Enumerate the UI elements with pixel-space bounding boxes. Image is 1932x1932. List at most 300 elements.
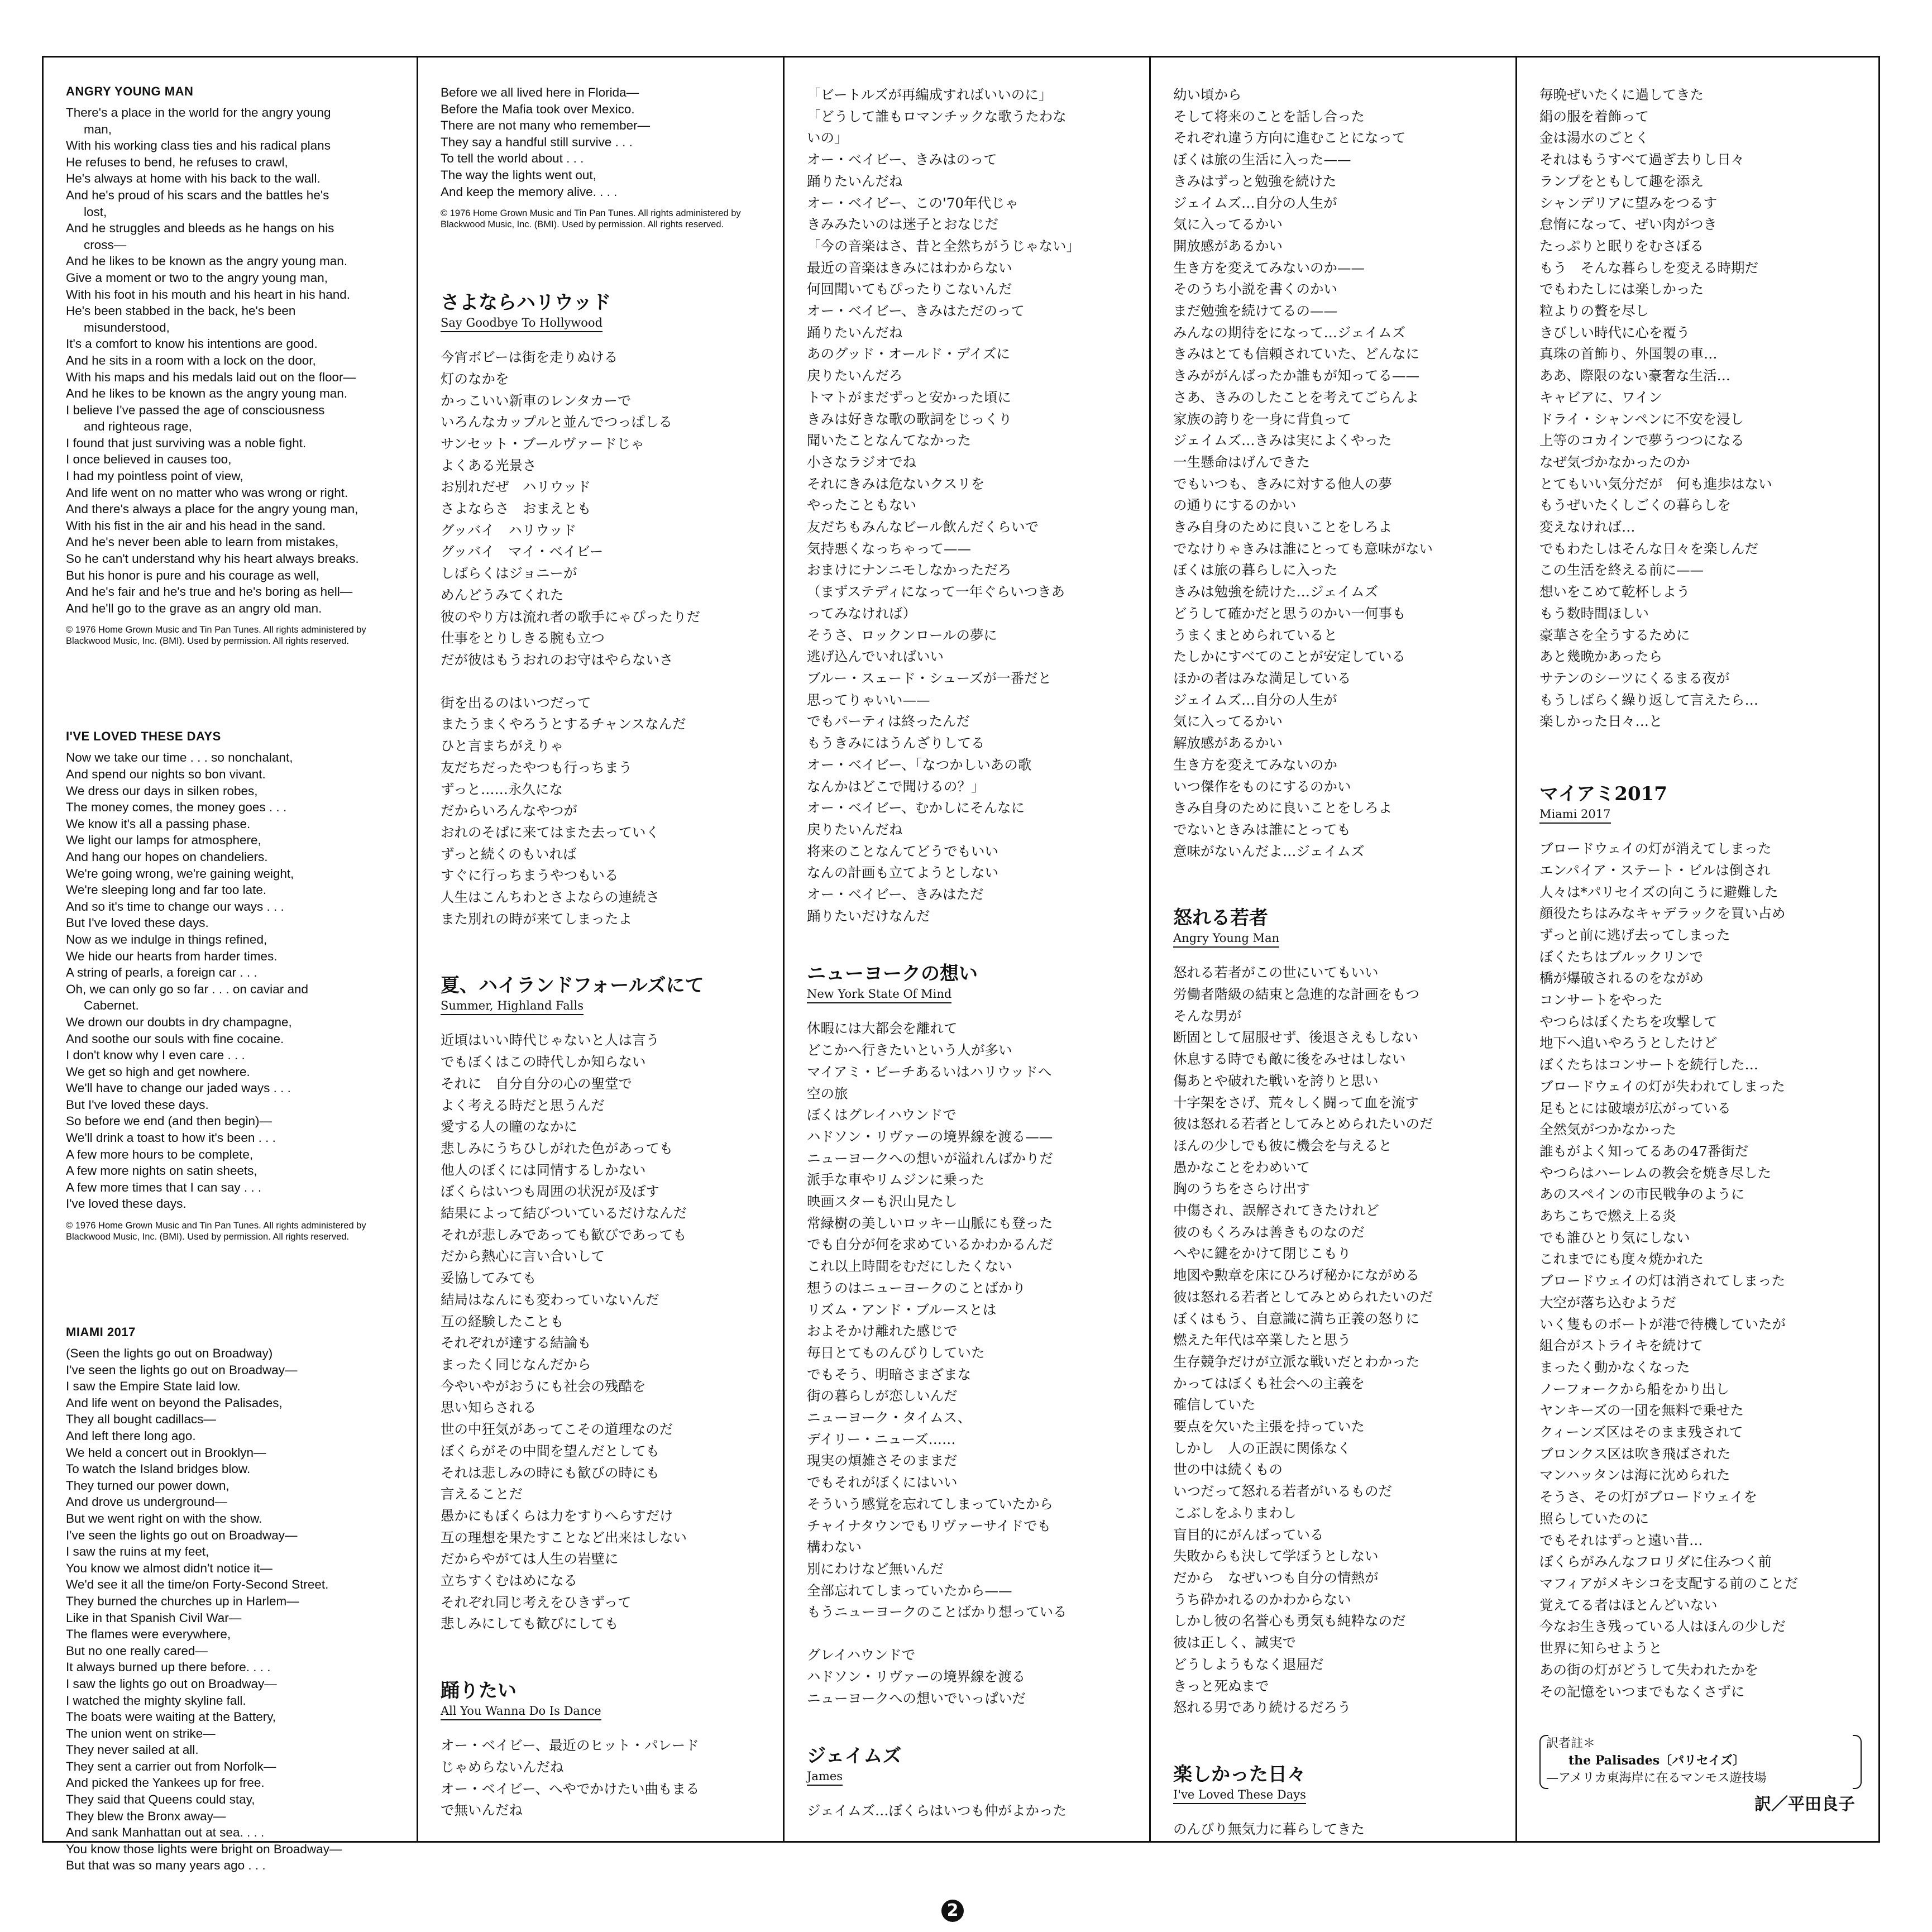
lyric-line: We know it's all a passing phase. bbox=[66, 816, 251, 831]
lyric-line: もうニューヨークのことばかり想っている bbox=[807, 1604, 1067, 1620]
song-subtitle-english: New York State Of Mind bbox=[807, 987, 951, 1003]
lyric-line: エンパイア・ステート・ビルは倒され bbox=[1539, 862, 1771, 878]
lyric-line: ひと言まちがえりゃ bbox=[441, 738, 564, 754]
lyric-line: かっこいい新車のレンタカーで bbox=[441, 392, 632, 409]
lyric-line: なんの計画も立てようとしない bbox=[807, 864, 998, 881]
lyric-line: ニューヨークへの想いが溢れんばかりだ bbox=[807, 1150, 1053, 1166]
lyric-line: 傷あとや破れた戦いを誇りと思い bbox=[1173, 1072, 1379, 1089]
lyric-line: And drove us underground— bbox=[66, 1495, 227, 1509]
lyric-line: それが悲しみであっても歓びであっても bbox=[441, 1226, 687, 1243]
lyric-line: オー・ベイビー、「なつかしいあの歌 bbox=[807, 756, 1032, 773]
lyric-line: だから熱心に言い合いして bbox=[441, 1248, 605, 1265]
lyric-line: 何回聞いてもぴったりこないんだ bbox=[807, 281, 1012, 298]
lyric-line: 悲しみにうちひしがれた色があっても bbox=[441, 1140, 673, 1156]
copyright-notice: © 1976 Home Grown Music and Tin Pan Tunes. All rights administered by Blackwood Music, Inc. (BMI). Used by permission. All rights reserved. bbox=[66, 625, 366, 647]
lyric-line: A few more nights on satin sheets, bbox=[66, 1164, 257, 1178]
lyric-line: (Seen the lights go out on Broadway) bbox=[66, 1346, 273, 1361]
lyric-line: きみはずっと勉強を続けた bbox=[1173, 173, 1337, 189]
lyric-line: みんなの期待をになって…ジェイムズ bbox=[1173, 324, 1406, 341]
lyric-line: 全然気がつかなかった bbox=[1539, 1121, 1676, 1138]
lyric-line: 地図や勲章を床にひろげ秘かにながめる bbox=[1173, 1267, 1419, 1284]
lyric-line: They said that Queens could stay, bbox=[66, 1792, 255, 1807]
lyric-line: きっと死ぬまで bbox=[1173, 1677, 1269, 1694]
lyric-line: 世界に知らせようと bbox=[1539, 1640, 1662, 1657]
lyric-line: オー・ベイビー、へやでかけたい曲もまる bbox=[441, 1780, 700, 1797]
lyric-line: The union went on strike— bbox=[66, 1726, 216, 1740]
translator-credit: 訳／平田良子 bbox=[1754, 1795, 1855, 1815]
lyric-line: I watched the mighty skyline fall. bbox=[66, 1693, 246, 1708]
lyric-line: And he'll go to the grave as an angry old man. bbox=[66, 601, 322, 615]
lyric-line: We're going wrong, we're gaining weight, bbox=[66, 866, 294, 881]
lyric-line: 愛する人の瞳のなかに bbox=[441, 1118, 577, 1135]
lyric-line: あの街の灯がどうして失われたかを bbox=[1539, 1661, 1758, 1678]
lyric-line: And there's always a place for the angry young man, bbox=[66, 502, 358, 517]
lyric-line: たしかにすべてのことが安定している bbox=[1173, 648, 1406, 665]
lyric-block bbox=[807, 84, 1132, 927]
lyric-line: よくある光景さ bbox=[441, 457, 537, 474]
lyric-line: 毎晩ぜいたくに過してきた bbox=[1539, 87, 1704, 103]
lyric-block bbox=[807, 963, 1132, 1709]
lyric-block bbox=[441, 974, 766, 1635]
lyric-line: 悲しみにしても歓びにしても bbox=[441, 1615, 619, 1632]
lyric-line: でもそれがぼくにはいい bbox=[807, 1474, 958, 1491]
lyric-line: 「ビートルズが再編成すればいいのに」 bbox=[807, 87, 1053, 103]
lyric-block bbox=[441, 84, 766, 230]
lyric-line: もうしばらく繰り返して言えたら… bbox=[1539, 691, 1758, 708]
lyric-line: We held a concert out in Brooklyn— bbox=[66, 1445, 266, 1460]
lyric-line: 近頃はいい時代じゃないと人は言う bbox=[441, 1032, 659, 1049]
lyric-line: ずっと続くのもいれば bbox=[441, 845, 577, 862]
lyric-line: 意味がないんだよ…ジェイムズ bbox=[1173, 843, 1365, 859]
lyric-line: 怠惰になって、ぜい肉がつき bbox=[1539, 216, 1718, 233]
lyric-line: You know we almost didn't notice it— bbox=[66, 1561, 272, 1575]
lyric-block bbox=[1173, 1763, 1499, 1840]
lyric-line: 彼は怒れる若者としてみとめられたいのだ bbox=[1173, 1116, 1433, 1132]
lyric-line: きみはとても信頼されていた、どんなに bbox=[1173, 346, 1419, 362]
lyric-line: To tell the world about . . . bbox=[441, 151, 584, 166]
page-number: 2 bbox=[941, 1900, 964, 1922]
song-title-japanese: 夏、ハイランドフォールズにて bbox=[441, 974, 704, 997]
lyric-line: With his maps and his medals laid out on the floor— bbox=[66, 370, 356, 384]
lyric-line: そして将来のことを話し合った bbox=[1173, 108, 1365, 125]
lyric-line: But no one really cared— bbox=[66, 1643, 208, 1658]
lyric-line: そういう感覚を忘れてしまっていたから bbox=[807, 1495, 1053, 1512]
lyric-line: ぼくたちはコンサートを続行した… bbox=[1539, 1056, 1758, 1073]
lyric-line: ブルー・スェード・シューズが一番だと bbox=[807, 669, 1052, 686]
song-subtitle-english: James bbox=[807, 1770, 843, 1786]
song-title: MIAMI 2017 bbox=[66, 1325, 136, 1340]
lyric-line: But I've loved these days. bbox=[66, 916, 209, 930]
lyric-line: It's a comfort to know his intentions are good. bbox=[66, 337, 318, 351]
lyric-line: 毎日とてものんびりしていた bbox=[807, 1344, 985, 1361]
lyric-line: 想うのはニューヨークのことばかり bbox=[807, 1279, 1026, 1296]
lyric-line: ドライ・シャンペンに不安を浸し bbox=[1539, 410, 1744, 427]
lyric-line: 中傷され、誤解されてきたけれど bbox=[1173, 1202, 1379, 1219]
lyric-line: And spend our nights so bon vivant. bbox=[66, 767, 266, 781]
lyric-line: 他人のぼくには同情するしかない bbox=[441, 1161, 646, 1178]
lyric-line: お別れだぜ ハリウッド bbox=[441, 479, 591, 495]
lyric-line: A few more hours to be complete, bbox=[66, 1147, 254, 1161]
lyric-block bbox=[441, 291, 766, 930]
lyric-line: かってはぼくも社会への主義を bbox=[1173, 1375, 1365, 1391]
lyric-line: 戻りたいんだろ bbox=[807, 367, 903, 384]
song-title-japanese: 楽しかった日々 bbox=[1173, 1763, 1306, 1786]
lyric-line: この生活を終える前に—— bbox=[1539, 562, 1704, 578]
lyric-line: I don't know why I even care . . . bbox=[66, 1048, 245, 1063]
song-title-japanese: さよならハリウッド bbox=[441, 291, 611, 314]
lyric-line: Before we all lived here in Florida— bbox=[441, 85, 639, 99]
lyric-line: しかし 人の正誤に関係なく bbox=[1173, 1440, 1351, 1456]
lyric-line: A string of pearls, a foreign car . . . bbox=[66, 965, 257, 980]
lyric-line: 踊りたいだけなんだ bbox=[807, 907, 930, 924]
lyric-line: なぜ気づかなかったのか bbox=[1539, 453, 1690, 470]
lyric-line: 街の暮らしが恋しいんだ bbox=[807, 1388, 958, 1404]
lyric-line: 聞いたことなんてなかった bbox=[807, 432, 971, 449]
lyric-line: So before we end (and then begin)— bbox=[66, 1114, 272, 1128]
lyric-line: 今なお生き残っている人はほんの少しだ bbox=[1539, 1618, 1786, 1635]
lyric-line: Before the Mafia took over Mexico. bbox=[441, 102, 635, 116]
lyric-line: グッバイ ハリウッド bbox=[441, 522, 577, 538]
lyric-line: ぼくはグレイハウンドで bbox=[807, 1107, 957, 1123]
lyric-line: それはもうすべて過ぎ去りし日々 bbox=[1539, 151, 1745, 168]
lyric-line: We hide our hearts from harder times. bbox=[66, 949, 278, 963]
lyric-line: 人生はこんちわとさよならの連続さ bbox=[441, 889, 659, 906]
lyric-line: グッバイ マイ・ベイビー bbox=[441, 543, 604, 560]
song-title-japanese: ジェイムズ bbox=[807, 1745, 902, 1768]
lyric-line: ずっと……永久にな bbox=[441, 781, 563, 797]
lyric-line: マイアミ・ビーチあるいはハリウッドへ bbox=[807, 1063, 1052, 1080]
lyric-line: いつだって怒れる若者がいるものだ bbox=[1173, 1483, 1392, 1500]
lyric-line: They turned our power down, bbox=[66, 1478, 229, 1493]
lyric-line: 構わない bbox=[807, 1539, 862, 1556]
lyric-line: よく考える時だと思うんだ bbox=[441, 1097, 605, 1113]
lyric-line: ジェイムズ…きみは実によくやった bbox=[1173, 432, 1392, 449]
lyric-line: With his fist in the air and his head in the sand. bbox=[66, 518, 326, 533]
lyric-line: オー・ベイビー、きみはただ bbox=[807, 886, 984, 903]
lyric-line: それぞれが達する結論も bbox=[441, 1335, 591, 1351]
lyric-line: 休息する時でも敵に後をみせはしない bbox=[1173, 1051, 1406, 1068]
lyric-line: 真珠の首飾り、外国製の車… bbox=[1539, 346, 1718, 362]
column-2 bbox=[417, 58, 783, 1841]
song-title: ANGRY YOUNG MAN bbox=[66, 84, 194, 98]
lyric-line: 映画スターも沢山見たし bbox=[807, 1193, 958, 1210]
lyric-line: 要点を欠いた主張を持っていた bbox=[1173, 1418, 1365, 1435]
lyric-block bbox=[66, 84, 400, 647]
lyric-line: I've seen the lights go out on Broadway— bbox=[66, 1362, 298, 1377]
lyric-line: またうまくやろうとするチャンスなんだ bbox=[441, 716, 686, 733]
lyric-block bbox=[807, 1745, 1132, 1822]
lyric-line: でもそう、明暗さまざまな bbox=[807, 1366, 971, 1383]
song-subtitle-english: Summer, Highland Falls bbox=[441, 999, 584, 1015]
copyright-notice: © 1976 Home Grown Music and Tin Pan Tunes. All rights administered by Blackwood Music, Inc. (BMI). Used by permission. All rights reserved. bbox=[66, 1221, 366, 1242]
lyric-line: You know those lights were bright on Broadway— bbox=[66, 1842, 342, 1856]
note-heading: 訳者註＊ bbox=[1546, 1737, 1596, 1751]
lyric-line: サンセット・ブールヴァードじゃ bbox=[441, 435, 644, 452]
lyric-line: きみは好きな歌の歌詞をじっくり bbox=[807, 410, 1012, 427]
lyric-line: A few more times that I can say . . . bbox=[66, 1180, 262, 1194]
lyric-line: 足もとには破壊が広がっている bbox=[1539, 1099, 1731, 1116]
lyric-line: 開放感があるかい bbox=[1173, 237, 1283, 254]
lyric-line: I've seen the lights go out on Broadway— bbox=[66, 1528, 298, 1542]
lyric-line: だからやがては人生の岩壁に bbox=[441, 1551, 619, 1567]
lyric-line: I had my pointless point of view, bbox=[66, 469, 243, 484]
lyric-line: ってみなければ） bbox=[807, 605, 916, 621]
lyric-line: 友だちもみんなビール飲んだくらいで bbox=[807, 519, 1039, 535]
lyric-line: きみががんばったか誰もが知ってる—— bbox=[1173, 367, 1419, 384]
lyric-line: 盲目的にがんばっている bbox=[1173, 1526, 1324, 1543]
lyric-line: コンサートをやった bbox=[1539, 992, 1663, 1008]
lyric-line: But I've loved these days. bbox=[66, 1097, 209, 1112]
lyric-line: ああ、際限のない豪奢な生活… bbox=[1539, 367, 1731, 384]
lyric-line: They blew the Bronx away— bbox=[66, 1809, 226, 1823]
lyric-line: もうきみにはうんざりしてる bbox=[807, 735, 985, 752]
lyric-line: cross— bbox=[84, 237, 127, 252]
lyric-line: 人々は*パリセイズの向こうに避難した bbox=[1539, 883, 1778, 900]
lyric-line: ブロードウェイの灯が消えてしまった bbox=[1539, 840, 1772, 857]
lyric-line: 今宵ボビーは街を走りぬける bbox=[441, 349, 618, 366]
lyric-line: 胸のうちをさらけ出す bbox=[1173, 1180, 1310, 1197]
lyric-line: 気に入ってるかい bbox=[1173, 216, 1283, 233]
lyric-line: ぼくらはいつも周囲の状況が及ぼす bbox=[441, 1183, 659, 1200]
lyric-line: We light our lamps for atmosphere, bbox=[66, 833, 261, 848]
lyric-line: 世の中狂気があってこその道理なのだ bbox=[441, 1421, 673, 1438]
lyric-line: じゃめらないんだね bbox=[441, 1758, 564, 1775]
lyric-line: でも自分が何を求めているかわかるんだ bbox=[807, 1236, 1053, 1253]
lyric-line: 結果によって結びついているだけなんだ bbox=[441, 1205, 687, 1222]
lyric-line: And life went on no matter who was wrong or right. bbox=[66, 485, 348, 500]
lyric-line: 豪華さを全うするために bbox=[1539, 627, 1690, 643]
lyric-line: 踊りたいんだね bbox=[807, 324, 903, 341]
lyric-line: 「今の音楽はさ、昔と全然ちがうじゃない」 bbox=[807, 237, 1080, 254]
lyric-line: でもパーティは終ったんだ bbox=[807, 713, 970, 730]
lyric-line: And he struggles and bleeds as he hangs on his bbox=[66, 221, 334, 236]
song-title: I'VE LOVED THESE DAYS bbox=[66, 729, 221, 744]
lyric-line: 彼は正しく、誠実で bbox=[1173, 1634, 1297, 1651]
lyric-line: ブロンクス区は吹き飛ばされた bbox=[1539, 1445, 1731, 1462]
lyric-line: He's always at home with his back to the wall. bbox=[66, 171, 321, 186]
lyric-line: 一生懸命はげんできた bbox=[1173, 453, 1310, 470]
lyric-line: そのうち小説を書くのかい bbox=[1173, 281, 1337, 298]
lyric-line: おれのそばに来てはまた去っていく bbox=[441, 824, 659, 840]
lyric-line: I saw the lights go out on Broadway— bbox=[66, 1676, 277, 1691]
lyric-line: それぞれ違う方向に進むことになって bbox=[1173, 130, 1406, 146]
lyric-line: 逃げ込んでいればいい bbox=[807, 648, 944, 665]
lyric-line: きびしい時代に心を覆う bbox=[1539, 324, 1690, 341]
lyric-line: 怒れる若者がこの世にいてもいい bbox=[1173, 964, 1379, 981]
lyric-line: そうさ、ロックンロールの夢に bbox=[807, 627, 998, 643]
lyric-line: リズム・アンド・ブルースとは bbox=[807, 1301, 997, 1318]
lyric-line: ぼくたちはブルックリンで bbox=[1539, 948, 1704, 965]
lyric-line: We'd see it all the time/on Forty-Second Street. bbox=[66, 1577, 329, 1592]
lyric-line: デイリー・ニューズ…… bbox=[807, 1431, 956, 1447]
lyric-block bbox=[441, 1680, 766, 1821]
copyright-notice: © 1976 Home Grown Music and Tin Pan Tunes. All rights administered by Blackwood Music, Inc. (BMI). Used by permission. All rights reserved. bbox=[441, 208, 741, 230]
stanza-break bbox=[441, 671, 766, 692]
lyric-line: 絹の服を着飾って bbox=[1539, 108, 1649, 125]
lyric-line: そうさ、その灯がブロードウェイを bbox=[1539, 1489, 1758, 1505]
lyric-line: 灯のなかを bbox=[441, 370, 509, 387]
lyric-line: 顔役たちはみなキャデラックを買い占め bbox=[1539, 905, 1786, 922]
lyric-line: lost, bbox=[84, 204, 107, 219]
lyric-line: クィーンズ区はそのまま残されて bbox=[1539, 1424, 1743, 1441]
lyric-line: I believe I've passed the age of consciousness bbox=[66, 403, 325, 417]
lyric-line: でも誰ひとり気にしない bbox=[1539, 1229, 1690, 1246]
lyric-line: 言えることだ bbox=[441, 1486, 523, 1503]
song-subtitle-english: I've Loved These Days bbox=[1173, 1788, 1306, 1804]
lyric-line: 互の理想を果たすことなど出来はしない bbox=[441, 1529, 687, 1546]
lyric-line: シャンデリアに望みをつるす bbox=[1539, 194, 1718, 211]
lyric-line: He's been stabbed in the back, he's been bbox=[66, 304, 296, 318]
lyric-line: オー・ベイビー、むかしにそんなに bbox=[807, 800, 1025, 816]
lyric-line: でもぼくはこの時代しか知らない bbox=[441, 1054, 646, 1070]
lyric-line: まったく同じなんだから bbox=[441, 1356, 591, 1373]
lyric-line: 思ってりゃいい—— bbox=[807, 691, 930, 708]
lyric-line: あちこちで燃え上る炎 bbox=[1539, 1208, 1676, 1225]
lyric-line: ランプをともして趣を添え bbox=[1539, 173, 1704, 189]
lyric-line: それは悲しみの時にも歓びの時にも bbox=[441, 1464, 659, 1481]
lyric-line: どこかへ行きたいという人が多い bbox=[807, 1042, 1012, 1059]
lyric-line: 照らしていたのに bbox=[1539, 1510, 1649, 1527]
lyric-line: （まずステディになって一年ぐらいつきあ bbox=[807, 584, 1065, 600]
lyric-line: さあ、きみのしたことを考えてごらんよ bbox=[1173, 389, 1419, 405]
lyric-block bbox=[1173, 907, 1499, 1719]
song-title-japanese: ニューヨークの想い bbox=[807, 963, 978, 986]
lyric-line: 大空が落ち込むようだ bbox=[1539, 1294, 1676, 1311]
lyric-line: And sank Manhattan out at sea. . . . bbox=[66, 1825, 265, 1840]
lyric-line: and righteous rage, bbox=[84, 419, 192, 434]
lyric-line: それにきみは危ないクスリを bbox=[807, 475, 985, 492]
lyric-line: They say a handful still survive . . . bbox=[441, 135, 633, 149]
lyric-block bbox=[1539, 783, 1862, 1703]
lyric-line: ブロードウェイの灯が失われてしまった bbox=[1539, 1078, 1786, 1094]
lyric-line: ノーフォークから船をかり出し bbox=[1539, 1380, 1729, 1397]
lyric-line: すぐに行っちまうやつもいる bbox=[441, 867, 619, 884]
lyric-line: The flames were everywhere, bbox=[66, 1627, 231, 1642]
song-title-japanese: マイアミ2017 bbox=[1539, 783, 1667, 806]
lyric-line: 変えなければ… bbox=[1539, 519, 1635, 535]
lyric-line: それぞれ同じ考えをひきずって bbox=[441, 1594, 632, 1610]
lyric-line: もうぜいたくしごくの暮らしを bbox=[1539, 497, 1731, 514]
lyric-line: With his foot in his mouth and his heart in his hand. bbox=[66, 287, 351, 302]
lyric-line: I found that just surviving was a noble fight. bbox=[66, 436, 307, 450]
lyric-line: 小さなラジオでね bbox=[807, 453, 916, 470]
lyric-line: きみは勉強を続けた…ジェイムズ bbox=[1173, 584, 1379, 600]
lyric-line: And hang our hopes on chandeliers. bbox=[66, 849, 268, 864]
lyric-line: 街を出るのはいつだって bbox=[441, 694, 591, 711]
lyric-line: 解放感があるかい bbox=[1173, 735, 1283, 752]
lyric-line: きみ自身のために良いことをしろよ bbox=[1173, 800, 1392, 816]
lyric-line: 確信していた bbox=[1173, 1397, 1255, 1413]
lyric-line: ハドソン・リヴァーの境界線を渡る—— bbox=[807, 1128, 1053, 1145]
column-4 bbox=[1149, 58, 1515, 1841]
lyric-line: ヤンキーズの一団を無料で乗せた bbox=[1539, 1402, 1744, 1419]
lyric-line: ほかの者はみな満足している bbox=[1173, 669, 1351, 686]
lyric-line: 妥協してみても bbox=[441, 1270, 537, 1287]
lyric-line: ジェイムズ…自分の人生が bbox=[1173, 691, 1337, 708]
lyric-line: オー・ベイビー、この'70年代じゃ bbox=[807, 194, 1018, 211]
lyric-line: 休暇には大都会を離れて bbox=[807, 1020, 958, 1037]
lyric-line: 断固として屈服せず、後退さえもしない bbox=[1173, 1029, 1419, 1046]
lyric-line: ずっと前に逃げ去ってしまった bbox=[1539, 926, 1730, 943]
lyric-line: へやに鍵をかけて閉じこもり bbox=[1173, 1245, 1351, 1262]
lyric-line: マンハッタンは海に沈められた bbox=[1539, 1467, 1730, 1484]
lyric-line: But his honor is pure and his courage as well, bbox=[66, 568, 320, 582]
lyric-line: ジェイムズ…ぼくらはいつも仲がよかった bbox=[807, 1802, 1067, 1819]
lyric-line: And he's proud of his scars and the battles he's bbox=[66, 188, 329, 202]
lyric-line: 想いをこめて乾杯しよう bbox=[1539, 584, 1690, 600]
song-title-japanese: 怒れる若者 bbox=[1173, 907, 1268, 930]
lyric-line: 地下へ追いやろうとしたけど bbox=[1539, 1035, 1718, 1051]
lyric-line: ブロードウェイの灯は消されてしまった bbox=[1539, 1273, 1786, 1289]
lyric-line: To watch the Island bridges blow. bbox=[66, 1462, 251, 1476]
lyric-line: ぼくらがその中間を望んだとしても bbox=[441, 1442, 659, 1459]
lyric-line: And he's fair and he's true and he's boring as hell— bbox=[66, 585, 353, 599]
lyric-line: いろんなカップルと並んでつっぱしる bbox=[441, 414, 673, 431]
lyric-line: The way the lights went out, bbox=[441, 168, 596, 182]
lyric-line: いく隻ものボートが港で待機していたが bbox=[1539, 1316, 1786, 1332]
song-subtitle-english: Say Goodbye To Hollywood bbox=[441, 316, 602, 332]
lyric-line: And keep the memory alive. . . . bbox=[441, 184, 618, 199]
lyric-line: こぶしをふりまわし bbox=[1173, 1504, 1297, 1521]
lyric-line: He refuses to bend, he refuses to crawl, bbox=[66, 155, 288, 169]
lyric-line: その記憶をいつまでもなくさずに bbox=[1539, 1683, 1745, 1700]
lyric-line: だから なぜいつも自分の情熱が bbox=[1173, 1570, 1379, 1586]
lyric-line: 常緑樹の美しいロッキー山脈にも登った bbox=[807, 1214, 1053, 1231]
lyric-line: 空の旅 bbox=[807, 1085, 848, 1102]
lyric-line: 愚かなことをわめいて bbox=[1173, 1159, 1310, 1175]
lyric-line: We get so high and get nowhere. bbox=[66, 1064, 250, 1079]
translator-note bbox=[1539, 1735, 1862, 1787]
lyric-line: あのスペインの市民戦争のように bbox=[1539, 1186, 1745, 1203]
lyric-line: And left there long ago. bbox=[66, 1429, 196, 1443]
lyric-line: しばらくはジョニーが bbox=[441, 565, 577, 582]
lyric-line: ハドソン・リヴァーの境界線を渡る bbox=[807, 1668, 1026, 1685]
lyric-line: man, bbox=[84, 122, 112, 136]
lyric-line: 彼は怒れる若者としてみとめられたいのだ bbox=[1173, 1288, 1433, 1305]
lyric-line: でないときみは誰にとっても bbox=[1173, 821, 1351, 838]
lyric-line: misunderstood, bbox=[84, 320, 170, 334]
lyric-line: で無いんだね bbox=[441, 1802, 523, 1819]
lyric-line: I saw the Empire State laid low. bbox=[66, 1379, 241, 1394]
lyric-line: あと幾晩かあったら bbox=[1539, 648, 1663, 665]
lyric-line: 派手な車やリムジンに乗った bbox=[807, 1171, 984, 1188]
lyric-line: We'll have to change our jaded ways . . . bbox=[66, 1081, 291, 1096]
lyric-line: トマトがまだずっと安かった頃に bbox=[807, 389, 1012, 405]
note-term: the Palisades〔パリセイズ〕 bbox=[1568, 1753, 1746, 1768]
lyric-line: Now as we indulge in things refined, bbox=[66, 932, 267, 946]
lyric-line: の通りにするのかい bbox=[1173, 497, 1297, 514]
lyric-line: でなけりゃきみは誰にとっても意味がない bbox=[1173, 540, 1433, 557]
lyric-line: 彼のやり方は流れ者の歌手にゃぴったりだ bbox=[441, 608, 701, 625]
lyric-line: But that was so many years ago . . . bbox=[66, 1858, 266, 1873]
lyric-line: Oh, we can only go so far . . . on caviar and bbox=[66, 982, 308, 996]
lyric-line: いつ傑作をものにするのかい bbox=[1173, 778, 1351, 795]
lyric-line: 粒よりの贅を尽し bbox=[1539, 303, 1649, 319]
lyric-line: おまけにナンニモしなかっただろ bbox=[807, 562, 1012, 578]
lyric-line: オー・ベイビー、きみはただのって bbox=[807, 303, 1025, 319]
lyric-line: 燃えた年代は卒業したと思う bbox=[1173, 1332, 1351, 1348]
lyric-line: 最近の音楽はきみにはわからない bbox=[807, 259, 1012, 276]
lyric-line: でもそれはずっと遠い昔… bbox=[1539, 1532, 1703, 1548]
lyric-line: And he likes to be known as the angry young man. bbox=[66, 254, 348, 269]
lyric-line: 気に入ってるかい bbox=[1173, 713, 1283, 730]
column-5 bbox=[1515, 58, 1878, 1841]
lyric-block bbox=[1173, 84, 1499, 862]
column-3 bbox=[783, 58, 1149, 1841]
lyric-line: And he likes to be known as the angry young man. bbox=[66, 386, 348, 401]
lyric-line: And he's never been able to learn from mistakes, bbox=[66, 535, 339, 549]
lyric-line: オー・ベイビー、最近のヒット・パレード bbox=[441, 1737, 699, 1754]
